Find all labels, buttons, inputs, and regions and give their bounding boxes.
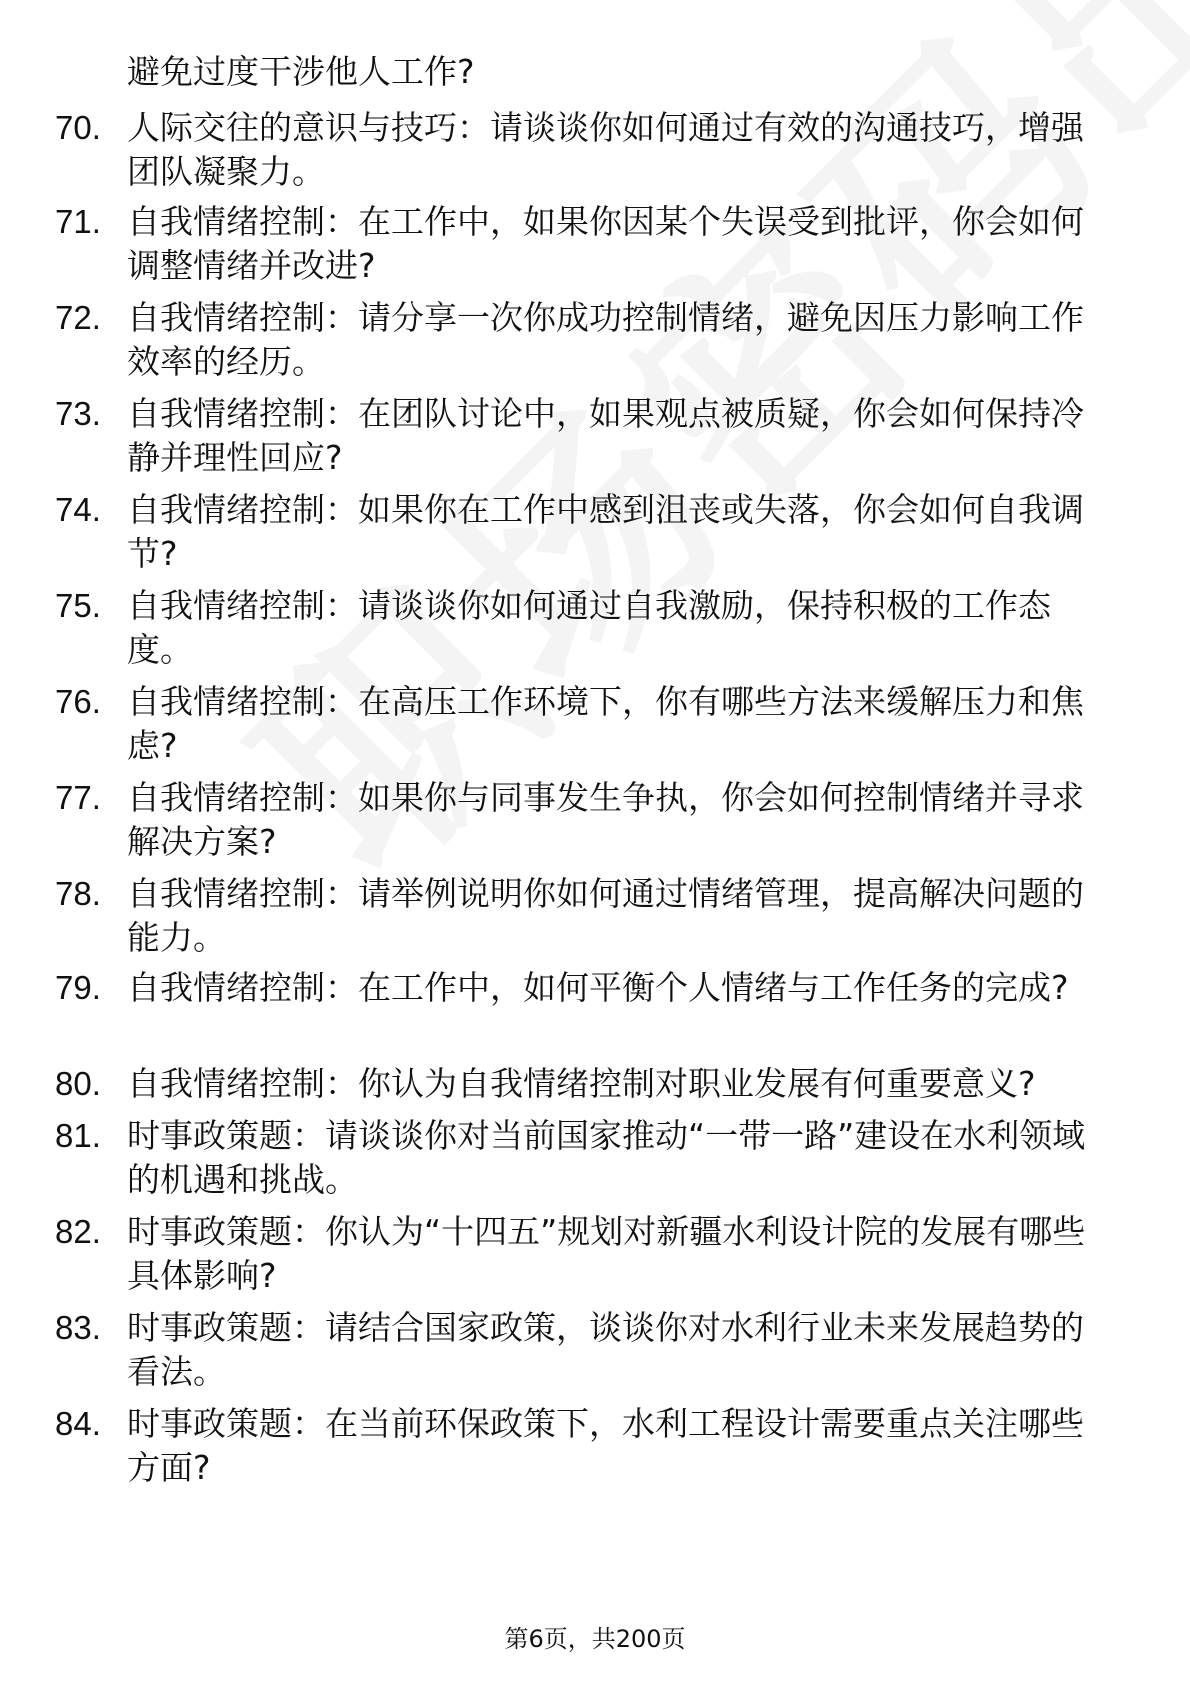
question-text: 时事政策题：请结合国家政策，谈谈你对水利行业未来发展趋势的看法。 xyxy=(127,1308,1084,1391)
question-number: 84. xyxy=(55,1405,101,1442)
question-text: 自我情绪控制：在工作中，如果你因某个失误受到批评，你会如何调整情绪并改进? xyxy=(127,202,1084,285)
question-text: 自我情绪控制：如果你与同事发生争执，你会如何控制情绪并寻求解决方案? xyxy=(127,778,1084,861)
question-text: 时事政策题：请谈谈你对当前国家推动“一带一路”建设在水利领域的机遇和挑战。 xyxy=(127,1116,1086,1199)
question-number: 76. xyxy=(55,683,101,720)
question-text: 时事政策题：你认为“十四五”规划对新疆水利设计院的发展有哪些具体影响? xyxy=(127,1212,1086,1295)
continuation-text: 避免过度干涉他人工作? xyxy=(127,52,475,91)
question-number: 80. xyxy=(55,1065,101,1102)
question-text: 自我情绪控制：请举例说明你如何通过情绪管理，提高解决问题的能力。 xyxy=(127,874,1084,957)
question-text: 自我情绪控制：在工作中，如何平衡个人情绪与工作任务的完成? xyxy=(127,968,1069,1007)
question-text: 自我情绪控制：你认为自我情绪控制对职业发展有何重要意义? xyxy=(127,1064,1036,1103)
page-footer: 第6页，共200页 xyxy=(504,1625,686,1653)
question-number: 82. xyxy=(55,1213,101,1250)
question-number: 74. xyxy=(55,491,101,528)
question-text: 自我情绪控制：在高压工作环境下，你有哪些方法来缓解压力和焦虑? xyxy=(127,682,1084,765)
question-number: 73. xyxy=(55,395,101,432)
question-number: 81. xyxy=(55,1117,101,1154)
question-number: 79. xyxy=(55,969,101,1006)
question-text: 自我情绪控制：如果你在工作中感到沮丧或失落，你会如何自我调节? xyxy=(127,490,1084,573)
question-text: 时事政策题：在当前环保政策下，水利工程设计需要重点关注哪些方面? xyxy=(127,1404,1084,1487)
question-number: 77. xyxy=(55,779,101,816)
question-text: 自我情绪控制：请分享一次你成功控制情绪，避免因压力影响工作效率的经历。 xyxy=(127,298,1084,381)
question-number: 78. xyxy=(55,875,101,912)
question-text: 自我情绪控制：请谈谈你如何通过自我激励，保持积极的工作态度。 xyxy=(127,586,1051,669)
question-number: 75. xyxy=(55,587,101,624)
question-number: 83. xyxy=(55,1309,101,1346)
question-number: 70. xyxy=(55,109,101,146)
question-number: 71. xyxy=(55,203,101,240)
question-text: 人际交往的意识与技巧：请谈谈你如何通过有效的沟通技巧，增强团队凝聚力。 xyxy=(127,108,1084,191)
question-text: 自我情绪控制：在团队讨论中，如果观点被质疑，你会如何保持冷静并理性回应? xyxy=(127,394,1084,477)
question-number: 72. xyxy=(55,299,101,336)
